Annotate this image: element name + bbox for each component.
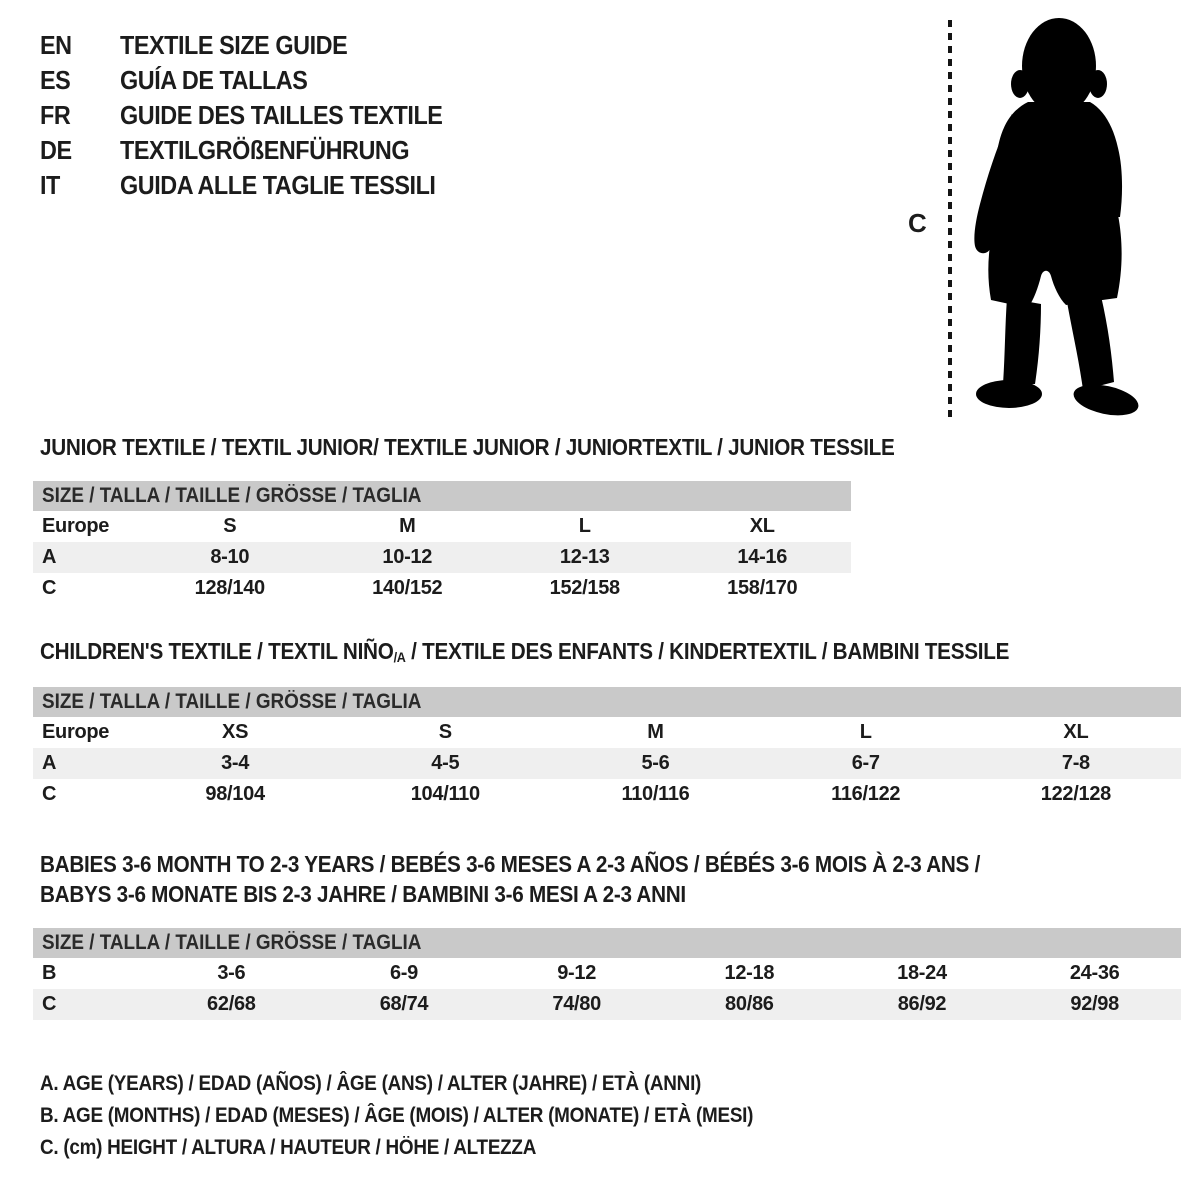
language-code: FR <box>40 100 71 130</box>
language-code: IT <box>40 170 60 200</box>
height-value: 98/104 <box>205 783 265 805</box>
junior-heading-text: JUNIOR TEXTILE / TEXTIL JUNIOR/ TEXTILE JUNIOR / JUNIORTEXTIL / JUNIOR TESSILE <box>40 434 895 460</box>
size-header-text: SIZE / TALLA / TAILLE / GRÖSSE / TAGLIA <box>42 484 422 507</box>
row-label: C <box>42 783 57 805</box>
height-value: 92/98 <box>1070 993 1119 1015</box>
language-title: GUÍA DE TALLAS <box>120 65 308 95</box>
age-value: 8-10 <box>210 546 250 568</box>
age-value: 18-24 <box>897 962 947 984</box>
height-value: 152/158 <box>549 577 620 599</box>
size-value: XS <box>222 721 249 743</box>
junior-section-heading <box>40 434 990 461</box>
language-code: DE <box>40 135 72 165</box>
height-value: 74/80 <box>552 993 601 1015</box>
row-label: Europe <box>42 515 110 537</box>
vertical-dashed-line-icon <box>948 20 952 417</box>
height-value: 158/170 <box>727 577 798 599</box>
size-value: XL <box>749 515 775 537</box>
children-section-heading <box>40 638 1117 665</box>
language-title: GUIDE DES TAILLES TEXTILE <box>120 100 443 130</box>
height-value: 80/86 <box>725 993 774 1015</box>
row-label: Europe <box>42 721 110 743</box>
size-header-bar <box>33 928 1181 958</box>
babies-heading-line1: BABIES 3-6 MONTH TO 2-3 YEARS / BEBÉS 3-6 MESES A 2-3 AÑOS / BÉBÉS 3-6 MOIS À 2-3 ANS / <box>40 851 981 877</box>
age-value: 14-16 <box>737 546 788 568</box>
height-figure <box>890 0 1200 430</box>
size-value: L <box>578 515 591 537</box>
language-title: GUIDA ALLE TAGLIE TESSILI <box>120 170 436 200</box>
babies-size-table <box>33 928 1181 1020</box>
height-value: 128/140 <box>194 577 265 599</box>
toddler-silhouette-icon <box>956 10 1142 418</box>
height-value: 140/152 <box>372 577 443 599</box>
legend-text: C. (cm) HEIGHT / ALTURA / HAUTEUR / HÖHE / ALTEZZA <box>40 1136 537 1159</box>
size-header-text: SIZE / TALLA / TAILLE / GRÖSSE / TAGLIA <box>42 931 422 954</box>
size-value: L <box>859 721 872 743</box>
age-value: 9-12 <box>557 962 597 984</box>
table-row-height <box>33 573 851 604</box>
age-value: 4-5 <box>431 752 460 774</box>
size-value: S <box>438 721 452 743</box>
height-value: 116/122 <box>831 783 901 805</box>
legend-text: A. AGE (YEARS) / EDAD (AÑOS) / ÂGE (ANS) / ALTER (JAHRE) / ETÀ (ANNI) <box>40 1072 702 1095</box>
babies-section-heading <box>40 849 1085 909</box>
age-value: 12-18 <box>724 962 775 984</box>
table-row-age <box>33 542 851 573</box>
age-value: 3-6 <box>217 962 246 984</box>
height-value: 68/74 <box>379 993 429 1015</box>
legend-line-c <box>40 1132 832 1164</box>
age-value: 3-4 <box>221 752 250 774</box>
language-title: TEXTILGRÖßENFÜHRUNG <box>120 135 410 165</box>
table-row-height <box>33 779 1181 810</box>
size-value: M <box>647 721 664 743</box>
children-heading-text: CHILDREN'S TEXTILE / TEXTIL NIÑO/A / TEXTILE DES ENFANTS / KINDERTEXTIL / BAMBINI TESSILE <box>40 638 1010 665</box>
table-row-europe <box>33 717 1181 748</box>
size-value: M <box>399 515 416 537</box>
language-code: EN <box>40 30 72 60</box>
heading-subscript: /A <box>393 649 406 665</box>
size-header-text: SIZE / TALLA / TAILLE / GRÖSSE / TAGLIA <box>42 690 422 713</box>
age-value: 24-36 <box>1069 962 1120 984</box>
row-label: B <box>42 962 57 984</box>
height-measure-label: C <box>908 208 927 238</box>
age-value: 12-13 <box>559 546 610 568</box>
size-value: XL <box>1063 721 1089 743</box>
legend-line-a <box>40 1068 832 1100</box>
size-header-bar <box>33 481 851 511</box>
height-value: 110/116 <box>621 783 690 805</box>
table-row-europe <box>33 511 851 542</box>
height-value: 62/68 <box>207 993 256 1015</box>
age-value: 10-12 <box>382 546 433 568</box>
legend-text: B. AGE (MONTHS) / EDAD (MESES) / ÂGE (MOIS) / ALTER (MONATE) / ETÀ (MESI) <box>40 1104 754 1127</box>
row-label: A <box>42 546 57 568</box>
children-size-table <box>33 687 1181 810</box>
language-code: ES <box>40 65 71 95</box>
age-value: 6-7 <box>851 752 880 774</box>
measurement-legend <box>40 1068 832 1164</box>
row-label: C <box>42 577 57 599</box>
size-header-bar <box>33 687 1181 717</box>
age-value: 5-6 <box>641 752 670 774</box>
row-label: A <box>42 752 57 774</box>
table-row-age-months <box>33 958 1181 989</box>
language-title: TEXTILE SIZE GUIDE <box>120 30 348 60</box>
age-value: 7-8 <box>1061 752 1090 774</box>
babies-heading-line2: BABYS 3-6 MONATE BIS 2-3 JAHRE / BAMBINI 3-6 MESI A 2-3 ANNI <box>40 881 686 907</box>
height-value: 86/92 <box>897 993 947 1015</box>
junior-size-table <box>33 481 851 604</box>
row-label: C <box>42 993 57 1015</box>
legend-line-b <box>40 1100 832 1132</box>
age-value: 6-9 <box>389 962 418 984</box>
table-row-height <box>33 989 1181 1020</box>
height-value: 104/110 <box>410 783 480 805</box>
size-value: S <box>223 515 237 537</box>
height-value: 122/128 <box>1040 783 1111 805</box>
table-row-age <box>33 748 1181 779</box>
